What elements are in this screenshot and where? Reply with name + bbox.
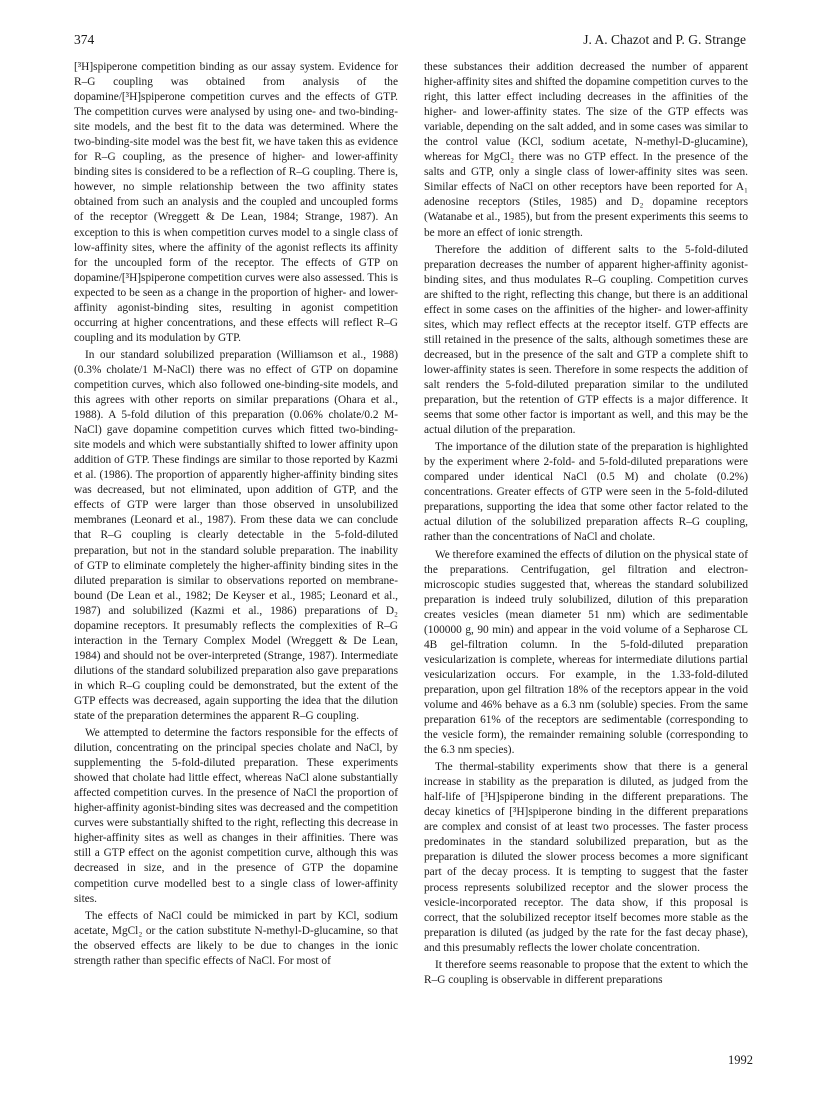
right-column (424, 60, 748, 988)
paragraph: Therefore the addition of different salts to the 5-fold-diluted preparation decreases the number of apparent higher-affinity agonist-binding sites, and thus modulates R–G coupling. Competition curves are shifted to the right, reflecting this change, but there is an additional effect in some cases on the affinities of the higher- and lower-affinity sites, which may reflect effects at the receptor itself. GTP effects are still retained in the presence of the salts, although sometimes these are decreased, but in the presence of the salt and GTP a complete shift to lower-affinity states is seen. Therefore in some respects the addition of salt renders the 5-fold-diluted preparation similar to the undiluted preparation, but the retention of GTP effects is a major difference. It seems that some other factor is important as well, and this may be the actual dilution of the preparation. (424, 243, 748, 437)
paragraph: these substances their addition decreased the number of apparent higher-affinity sites and shifted the dopamine competition curves to the right, this latter effect including decreases in the affinities of the higher- and lower-affinity states. The size of the GTP effects was variable, depending on the salt added, and in some cases was similar to the control value (KCl, sodium acetate, N-methyl-D-glucamine), whereas for MgCl₂ there was no GTP effect. In the presence of the salts and GTP, only a single class of lower-affinity sites was seen. Similar effects of NaCl on other receptors have been reported for A₁ adenosine receptors (Stiles, 1985) and D₂ dopamine receptors (Watanabe et al., 1985), but from the present experiments this seems to be more an effect of ionic strength. (424, 61, 748, 239)
running-header (74, 32, 746, 52)
page-number: 374 (74, 32, 95, 47)
paragraph: We attempted to determine the factors responsible for the effects of dilution, concentrating on the principal species cholate and NaCl, by supplementing the 5-fold-diluted preparation. These experiments showed that cholate had little effect, whereas NaCl alone substantially affected competition curves. In the presence of NaCl the proportion of higher-affinity agonist-binding sites was decreased and the competition curves were substantially shifted to the right, reflecting this decrease in higher-affinity sites as well as changes in their affinities. There was still a GTP effect on the agonist competition curve, although this was decreased in size, and in the presence of GTP the dopamine competition curve modelled best to a single class of lower-affinity sites. (74, 727, 398, 905)
paragraph: [³H]spiperone competition binding as our assay system. Evidence for R–G coupling was obtained from analysis of the dopamine/[³H]spiperone competition curves and the effects of GTP. The competition curves were analysed by using one- and two-binding-site models, and the best fit to the data was determined. Where the two-binding-site model was the best fit, we have taken this as evidence for R–G coupling, as the presence of higher- and lower-affinity binding sites is considered to be a reflection of R–G coupling. There is, however, no simple relationship between the two affinity states obtained from such an analysis and the coupled and uncoupled forms of the receptor (Wreggett & De Lean, 1984; Strange, 1987). An exception to this is when competition curves model to a single class of low-affinity sites, where the affinity of the agonist reflects its affinity for the uncoupled form of the receptor. The effects of GTP on dopamine/[³H]spiperone competition curves were also assessed. This is expected to be seen as a change in the proportion of higher- and lower-affinity agonist-binding sites, resulting in agonist competition occurring at higher concentrations, and these effects will reflect R–G coupling and its modulation by GTP. (74, 61, 398, 344)
left-column (74, 60, 398, 969)
running-authors: J. A. Chazot and P. G. Strange (583, 32, 746, 47)
paragraph: The thermal-stability experiments show that there is a general increase in stability as the preparation is diluted, as judged from the half-life of [³H]spiperone binding in the different preparations. The decay kinetics of [³H]spiperone binding in the different preparations are complex and consist of at least two processes. The faster process predominates in the standard solubilized preparation, but as the preparation is diluted the slower process becomes a more significant part of the decay process. It is tempting to suggest that the faster process represents solubilized receptor and the slower process the vesicle-incorporated receptor. The data show, if this proposal is correct, that the solubilized receptor itself becomes more stable as the preparation is diluted (as judged by the rate for the fast decay phase), and this presumably reflects the lower cholate concentration. (424, 761, 748, 954)
footer-page-label: 1992 (728, 1053, 753, 1067)
paragraph: In our standard solubilized preparation (Williamson et al., 1988) (0.3% cholate/1 M-NaCl) there was no effect of GTP on dopamine competition curves, which also followed one-binding-site models, and this agrees with other reports on similar preparations (Ohara et al., 1988). A 5-fold dilution of this preparation (0.06% cholate/0.2 M-NaCl) gave dopamine competition curves which fitted two-binding-site models and which were substantially shifted to lower affinity upon addition of GTP. These findings are similar to those reported by Kazmi et al. (1986). The proportion of apparently higher-affinity binding sites was decreased, but not eliminated, upon addition of GTP, and the effects of GTP were larger than those observed in unsolubilized membranes (Leonard et al., 1987). From these data we can conclude that R–G coupling is clearly detectable in the 5-fold-diluted preparation, but not in the standard soluble preparation. The inability of GTP to eliminate completely the higher-affinity binding sites in the diluted preparation is similar to observations reported on membrane-bound (De Lean et al., 1982; De Keyser et al., 1985; Leonard et al., 1987) and solubilized (Kazmi et al., 1986) preparations of D₂ dopamine receptors. It presumably reflects the complexities of R–G interaction in the Ternary Complex Model (Wreggett & De Lean, 1984) and should not be over-interpreted (Strange, 1987). Intermediate dilutions of the standard solubilized preparation also gave preparations in which R–G coupling could be demonstrated, but the extent of the GTP effects was decreased, again supporting the idea that the dilution state of the preparation determines the apparent R–G coupling. (74, 348, 398, 723)
paragraph: The importance of the dilution state of the preparation is highlighted by the experiment where 2-fold- and 5-fold-diluted preparations were compared under identical NaCl (0.5 M) and cholate (0.2%) concentrations. Greater effects of GTP were seen in the 5-fold-diluted preparations, supporting the idea that some other factor related to the actual dilution of the solubilized preparation affects R–G coupling, rather than the concentrations of NaCl and cholate. (424, 441, 748, 544)
paragraph: The effects of NaCl could be mimicked in part by KCl, sodium acetate, MgCl₂ or the cation substitute N-methyl-D-glucamine, so that the observed effects are likely to be due to changes in the ionic strength rather than specific effects of NaCl. For most of (74, 909, 398, 967)
paragraph: It therefore seems reasonable to propose that the extent to which the R–G coupling is observable in different preparations (424, 958, 748, 986)
paragraph: We therefore examined the effects of dilution on the physical state of the preparations. Centrifugation, gel filtration and electron-microscopic studies suggested that, whereas the standard solubilized preparation is indeed truly solubilized, dilution of this preparation creates vesicles (mean diameter 51 nm) which are sedimentable (100000 g, 90 min) and appear in the void volume of a Sepharose CL 4B gel-filtration column. In the 5-fold-diluted preparation vesicularization is complete, whereas for intermediate dilutions partial vesicularization occurs. For example, in the 1.33-fold-diluted preparation, upon gel filtration 18% of the receptors appear in the void volume and 46% behave as a 6.3 nm (soluble) species. From the same preparation 61% of the receptors are sedimentable (corresponding to the vesicle form), the remainder remaining soluble (corresponding to the 6.3 nm species). (424, 548, 748, 757)
